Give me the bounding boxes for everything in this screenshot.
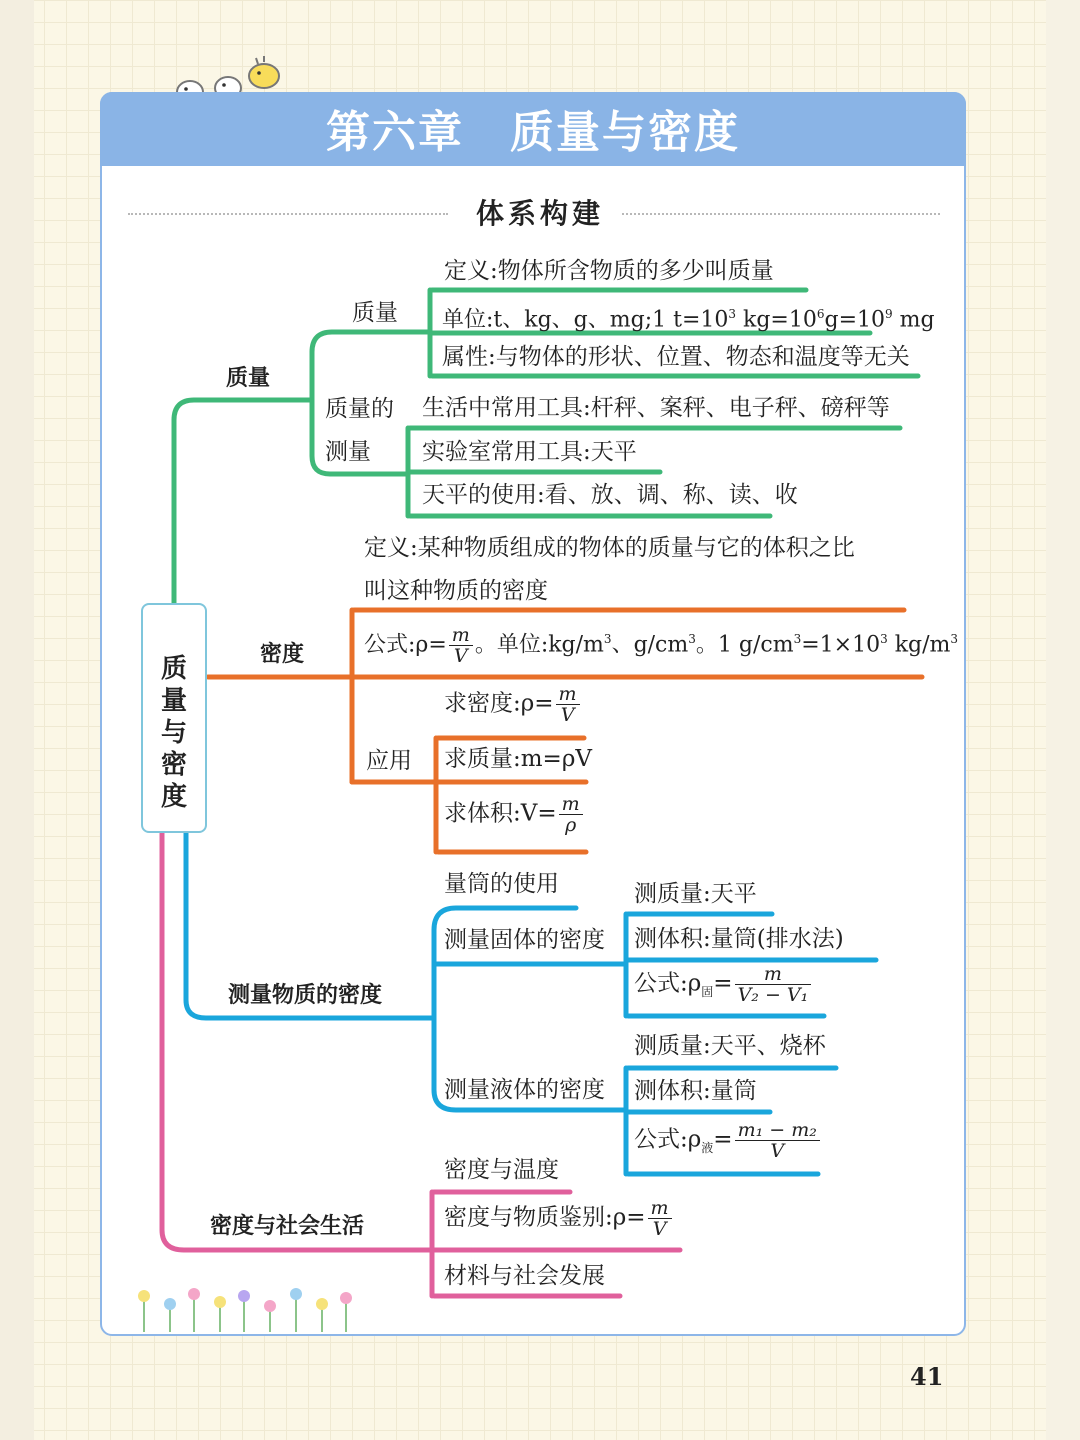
section-title: 体系构建	[475, 197, 604, 230]
cylinder-use: 量筒的使用	[444, 871, 559, 897]
solid-formula: 公式$:\rho_固=$ $\frac{m}{\text{V₂ − V₁}}$	[634, 964, 813, 1007]
flowers-illustration	[130, 1284, 370, 1334]
daily-tools: 生活中常用工具:杆秤、案秤、电子秤、磅秤等	[422, 395, 890, 421]
root-node	[141, 603, 207, 833]
liquid-formula: 公式$:\rho_液=$ $\frac{\text{m₁ − m₂}}{V}$	[634, 1120, 822, 1163]
materials-development: 材料与社会发展	[444, 1263, 605, 1289]
solid-density-node: 测量固体的密度	[444, 927, 605, 953]
find-volume: 求体积:V= $\frac{m}{\rho}$	[444, 794, 585, 835]
density-definition-line1: 定义:某种物质组成的物体的质量与它的体积之比	[364, 535, 855, 561]
mass-unit: 单位:t、kg、g、mg;1 $t=10^3$ $kg=10^6g=10^9$ mg	[442, 307, 935, 333]
root-label: 质 量 与 密 度	[160, 654, 187, 812]
mass-node: 质量	[226, 366, 271, 391]
liquid-volume: 测体积:量筒	[634, 1078, 757, 1104]
mass-definition: 定义:物体所含物质的多少叫质量	[444, 258, 774, 284]
measure-density-node: 测量物质的密度	[228, 983, 383, 1008]
find-mass: 求质量:m=ρV	[444, 746, 592, 772]
chapter-title: 第六章 质量与密度	[326, 107, 740, 158]
lab-tools: 实验室常用工具:天平	[422, 439, 637, 465]
find-density: 求密度:ρ= $\frac{m}{V}$	[444, 684, 582, 725]
mass-sub-node: 质量	[352, 300, 398, 326]
mass-measure-node-line1: 质量的	[325, 396, 394, 422]
balance-use: 天平的使用:看、放、调、称、读、收	[422, 482, 798, 508]
solid-volume: 测体积:量筒(排水法)	[634, 926, 844, 952]
density-node: 密度	[260, 642, 305, 667]
solid-mass: 测质量:天平	[634, 881, 757, 907]
density-identify: 密度与物质鉴别:ρ= $\frac{m}{V}$	[444, 1198, 674, 1239]
density-definition-line2: 叫这种物质的密度	[364, 578, 548, 604]
density-formula: 公式:ρ= $\frac{m}{V}$ 。单位$:kg/m^3$、$g/cm^3$。1 $g/cm^3=1\times 10^3$ $kg/m^3$	[364, 623, 959, 667]
society-node: 密度与社会生活	[210, 1214, 365, 1239]
page-number: 41	[910, 1362, 944, 1391]
mass-property: 属性:与物体的形状、位置、物态和温度等无关	[442, 344, 910, 370]
density-temperature: 密度与温度	[444, 1157, 559, 1183]
liquid-mass: 测质量:天平、烧杯	[634, 1033, 826, 1059]
mass-measure-node-line2: 测量	[325, 439, 371, 465]
liquid-density-node: 测量液体的密度	[444, 1077, 605, 1103]
application-node: 应用	[366, 748, 412, 774]
